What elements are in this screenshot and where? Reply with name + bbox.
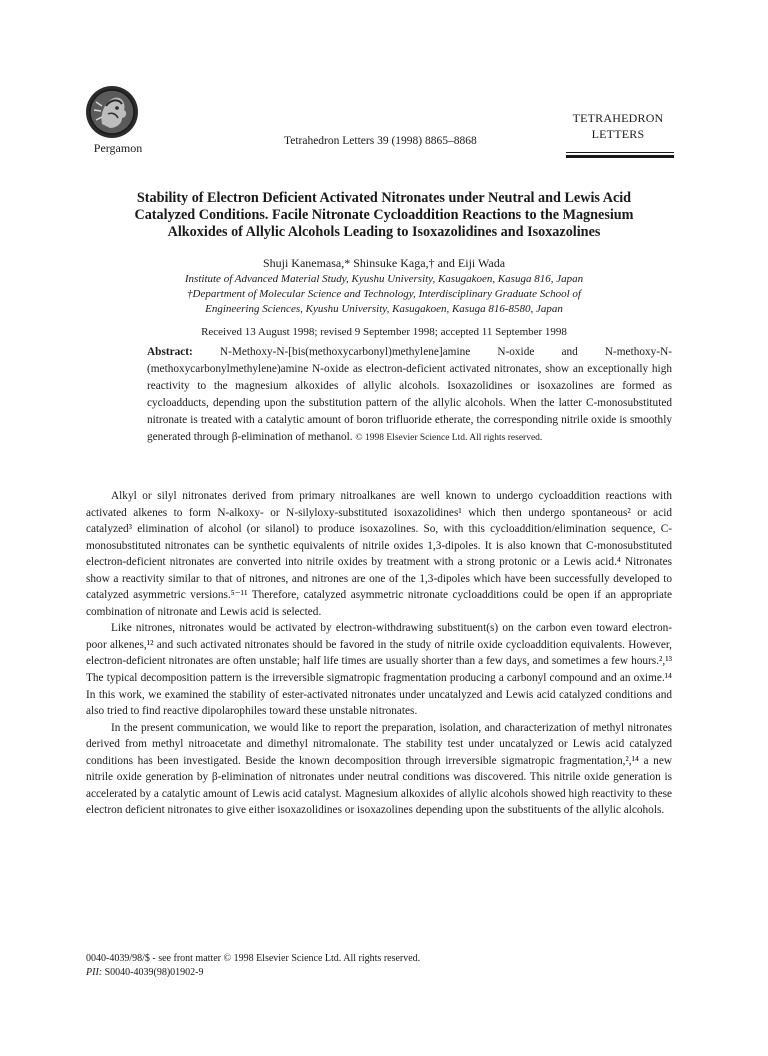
paragraph-2: Like nitrones, nitronates would be activated by electron-withdrawing substituent(s) on the carbon even toward electron-poor alkenes,¹² and such activated nitronates should be favored in the study of nitrile oxide cycloaddition equivalents. However, electron-deficient nitronates are often unstable; half life times are usually shorter than a few days, and sometimes a few hours.²,¹³ The typical decomposition pattern is the irreversible sigmatropic fragmentation producing a carbonyl compound and an oxime.¹⁴ In this work, we examined the stability of ester-activated nitronates under uncatalyzed and Lewis acid catalyzed conditions and also tried to find reactive dipolarophiles toward these unstable nitronates. [86, 622, 672, 718]
publisher-name: Pergamon [93, 141, 143, 155]
journal-reference: Tetrahedron Letters 39 (1998) 8865–8868 [284, 135, 477, 147]
abstract [147, 344, 672, 447]
abstract-copyright: © 1998 Elsevier Science Ltd. All rights reserved. [355, 433, 543, 443]
journal-name [566, 110, 670, 142]
affiliation-1: Institute of Advanced Material Study, Kyushu University, Kasugakoen, Kasuga 816, Japan [184, 273, 584, 285]
title-line-1: Stability of Electron Deficient Activated Nitronates under Neutral and Lewis Acid [136, 190, 632, 206]
title-line-2: Catalyzed Conditions. Facile Nitronate Cycloaddition Reactions to the Magnesium [134, 207, 634, 223]
pii-label: PII: [86, 967, 103, 978]
pii-value: S0040-4039(98)01902-9 [102, 967, 204, 978]
received-dates: Received 13 August 1998; revised 9 September 1998; accepted 11 September 1998 [201, 326, 567, 338]
title-line-3: Alkoxides of Allylic Alcohols Leading to Isoxazolidines and Isoxazolines [167, 224, 601, 240]
affiliation-2-line-2: Engineering Sciences, Kyushu University, Kasugakoen, Kasuga 816-8580, Japan [205, 303, 563, 315]
affiliation-2-line-1: †Department of Molecular Science and Technology, Interdisciplinary Graduate School of [187, 288, 581, 300]
abstract-text: N-Methoxy-N-[bis(methoxycarbonyl)methylene]amine N-oxide and N-methoxy-N-(methoxycarbonylmethylene)amine N-oxide as electron-deficient activated nitronates, show an exceptionally high reactivity to the magnesium alkoxides of allylic alcohols. Isoxazolidines or isoxazolines are formed as cycloadducts, depending upon the substitution pattern of the allylic alcohols. When the latter C-monosubstituted nitronate is treated with a catalytic amount of boron trifluoride etherate, the corresponding nitrile oxide is smoothly generated through β-elimination of methanol. [147, 346, 672, 443]
journal-name-line1: TETRAHEDRON [572, 111, 664, 125]
article-title [110, 190, 658, 241]
footer-pii [86, 966, 420, 980]
header-rule-thick [566, 155, 674, 158]
footer [86, 952, 420, 980]
journal-name-line2: LETTERS [591, 127, 645, 141]
publisher-logo-emblem [84, 84, 140, 140]
authors: Shuji Kanemasa,* Shinsuke Kaga,† and Eiji Wada [262, 256, 506, 270]
body-text [86, 488, 672, 819]
footer-copyright: 0040-4039/98/$ - see front matter © 1998 Elsevier Science Ltd. All rights reserved. [86, 953, 421, 964]
paragraph-3: In the present communication, we would like to report the preparation, isolation, and characterization of methyl nitronates derived from methyl nitroacetate and dimethyl nitromalonate. The stability test under uncatalyzed or Lewis acid catalyzed conditions has been investigated. Beside the known decomposition through irreversible sigmatropic fragmentation,²,¹⁴ a new nitrile oxide generation by β-elimination of nitronates under neutral conditions was discovered. This nitrile oxide generation is accelerated by a catalytic amount of Lewis acid catalyst. Magnesium alkoxides of allylic alcohols showed high reactivity to these electron deficient nitronates to give either isoxazolidines or isoxazolines depending upon the substituents of the allylic alcohols. [86, 721, 672, 817]
paragraph-1: Alkyl or silyl nitronates derived from primary nitroalkanes are well known to undergo cycloaddition reactions with activated alkenes to form N-alkoxy- or N-silyloxy-substituted isoxazolidines¹ which then undergo spontaneous² or acid catalyzed³ elimination of alcohol (or silanol) to produce isoxazolines. So, with this cycloaddition/elimination sequence, C-monosubstituted nitronates can be synthetic equivalents of nitrile oxides 1,3-dipoles. It is also known that C-monosubstituted electron-deficient nitronates are converted into nitrile oxides by treatment with a strong protonic or a Lewis acid.⁴ Nitronates show a reactivity similar to that of nitrones, and nitrones are one of the 1,3-dipoles which have been successfully developed to catalyzed asymmetric versions.⁵⁻¹¹ Therefore, catalyzed asymmetric nitronate cycloadditions could be open if an appropriate combination of nitronate and Lewis acid is selected. [86, 490, 672, 618]
header-rule-thin [566, 152, 674, 153]
abstract-label: Abstract: [147, 346, 193, 358]
